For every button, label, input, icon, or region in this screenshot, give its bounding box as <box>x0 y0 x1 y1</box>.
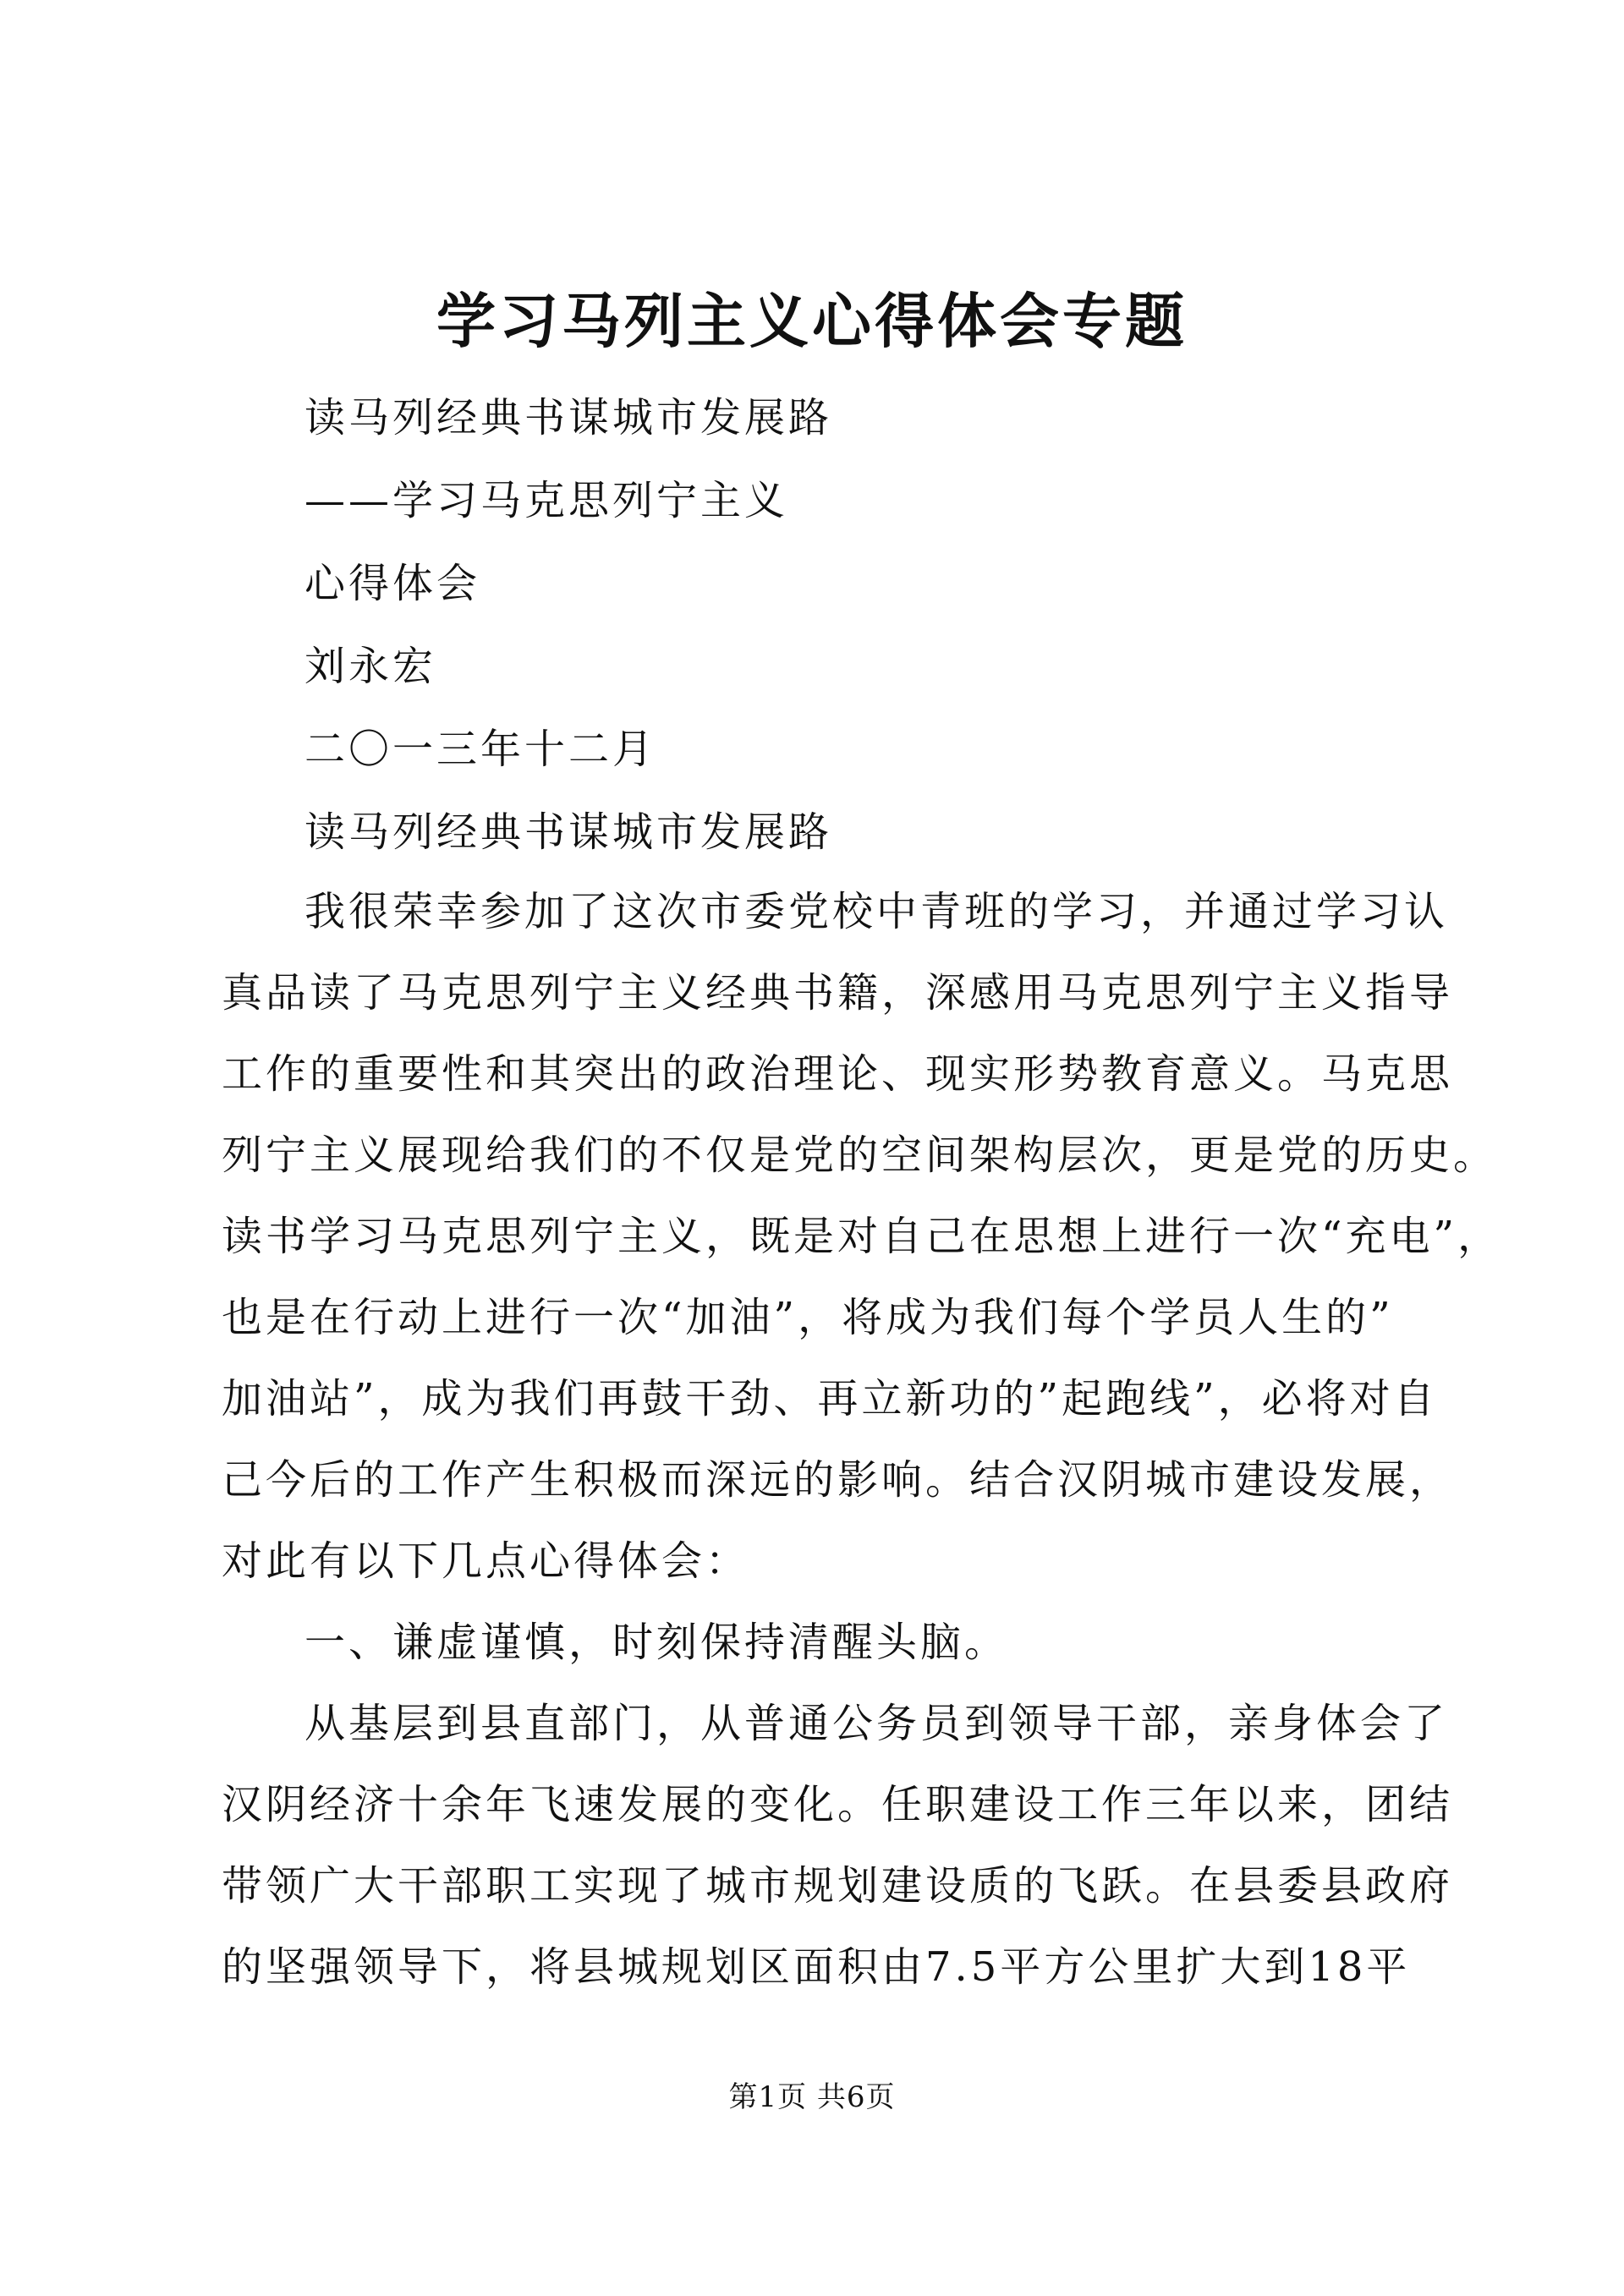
text-line: 汉阴经济十余年飞速发展的变化。任职建设工作三年以来，团结 <box>222 1781 1454 1828</box>
text-line: 工作的重要性和其突出的政治理论、现实形势教育意义。马克思 <box>222 1050 1454 1098</box>
document-body <box>222 871 1502 2008</box>
document-meta <box>304 376 1404 874</box>
subtitle-sub-line: ——学习马克思列宁主义 <box>304 477 789 524</box>
text-line: 带领广大干部职工实现了城市规划建设质的飞跃。在县委县政府 <box>222 1862 1454 1910</box>
text-line: 的坚强领导下，将县城规划区面积由7.5平方公里扩大到18平 <box>222 1943 1411 1991</box>
text-line: 列宁主义展现给我们的不仅是党的空间架构层次，更是党的历史。 <box>222 1132 1498 1179</box>
section-heading: 读马列经典书谋城市发展路 <box>304 808 833 856</box>
date-line: 二〇一三年十二月 <box>304 726 657 773</box>
document-title: 学习马列主义心得体会专题 <box>436 286 1188 356</box>
subtitle-line: 读马列经典书谋城市发展路 <box>304 394 833 441</box>
text-line: 一、谦虚谨慎，时刻保持清醒头脑。 <box>304 1619 1009 1666</box>
text-line: 我很荣幸参加了这次市委党校中青班的学习，并通过学习认 <box>304 888 1449 935</box>
text-line: 对此有以下几点心得体会： <box>222 1537 750 1585</box>
text-line: 真品读了马克思列宁主义经典书籍，深感用马克思列宁主义指导 <box>222 969 1454 1016</box>
paragraph-heading-1 <box>222 1602 1414 1683</box>
author-line: 刘永宏 <box>304 643 437 690</box>
subtitle-suffix-line: 心得体会 <box>304 560 481 607</box>
paragraph-intro <box>222 871 1502 1602</box>
page-number: 第1页 共6页 <box>728 2080 896 2114</box>
text-line: 也是在行动上进行一次“加油”，将成为我们每个学员人生的” <box>222 1294 1394 1341</box>
text-line: 从基层到县直部门，从普通公务员到领导干部，亲身体会了 <box>304 1700 1449 1747</box>
paragraph-body-1 <box>222 1683 1454 2008</box>
text-line: 加油站”，成为我们再鼓干劲、再立新功的”起跑线”，必将对自 <box>222 1375 1438 1422</box>
text-line: 读书学习马克思列宁主义，既是对自己在思想上进行一次“充电”， <box>222 1213 1502 1260</box>
text-line: 己今后的工作产生积极而深远的影响。结合汉阴城市建设发展， <box>222 1456 1454 1504</box>
